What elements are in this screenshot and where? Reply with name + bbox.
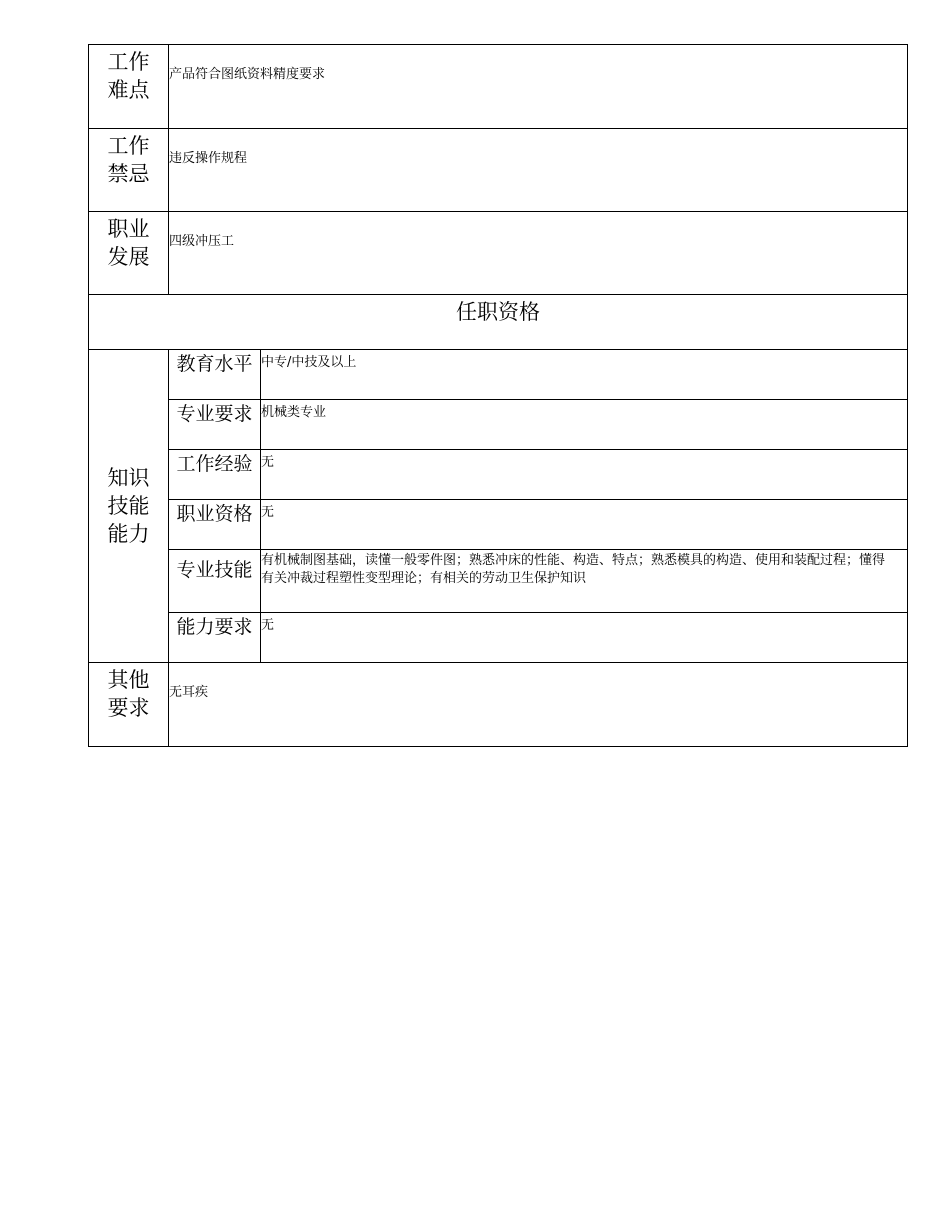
row-professional-skills [89,550,908,613]
value-other-requirements: 无耳疾 [169,663,908,747]
row-ability [89,613,908,663]
label-knowledge-skills-ability: 知识 技能 能力 [89,350,169,663]
job-description-table [88,44,908,747]
row-other-requirements [89,663,908,747]
label-certification: 职业资格 [169,500,261,550]
value-career-development: 四级冲压工 [169,212,908,295]
label-experience: 工作经验 [169,450,261,500]
row-career-development [89,212,908,295]
value-experience: 无 [261,450,908,500]
label-professional-skills: 专业技能 [169,550,261,613]
label-career-development: 职业 发展 [89,212,169,295]
row-certification [89,500,908,550]
value-professional-skills: 有机械制图基础，读懂一般零件图；熟悉冲床的性能、构造、特点；熟悉模具的构造、使用和装配过程；懂得有关冲裁过程塑性变型理论；有相关的劳动卫生保护知识 [261,550,908,613]
row-major [89,400,908,450]
row-education [89,350,908,400]
label-other-requirements: 其他 要求 [89,663,169,747]
value-major: 机械类专业 [261,400,908,450]
value-education: 中专/中技及以上 [261,350,908,400]
row-work-taboo [89,129,908,212]
value-work-taboo: 违反操作规程 [169,129,908,212]
value-work-difficulty: 产品符合图纸资料精度要求 [169,45,908,129]
label-education: 教育水平 [169,350,261,400]
row-work-difficulty [89,45,908,129]
row-experience [89,450,908,500]
label-ability: 能力要求 [169,613,261,663]
label-major: 专业要求 [169,400,261,450]
value-certification: 无 [261,500,908,550]
row-qualifications-title [89,295,908,350]
label-work-taboo: 工作 禁忌 [89,129,169,212]
label-work-difficulty: 工作 难点 [89,45,169,129]
value-ability: 无 [261,613,908,663]
section-title-qualifications: 任职资格 [89,295,908,350]
